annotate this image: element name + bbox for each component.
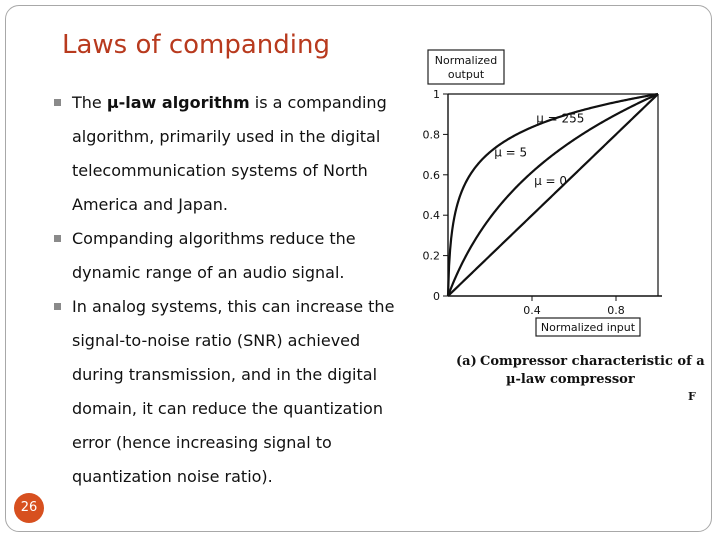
bullet-list [52,86,402,494]
y-tick-label: 1 [433,88,440,101]
caption-line-2: µ-law compressor [506,372,635,387]
curve-label: µ = 5 [494,145,528,160]
bullet-text-post: is a companding algorithm, primarily used in the digital telecommunication systems of North America and Japan. [72,93,387,214]
bullet-item [52,222,402,290]
bullet-text: Companding algorithms reduce the dynamic range of an audio signal. [72,229,356,282]
mu-law-figure [412,44,712,414]
bullet-item [52,86,402,222]
bullet-text-bold: µ-law algorithm [106,93,250,112]
curve-label: µ = 0 [534,173,568,188]
corner-letter: F [688,390,696,403]
y-tick-label: 0.4 [422,209,440,223]
y-tick-label: 0.2 [422,249,440,263]
y-tick-label: 0 [433,290,440,303]
bullet-text: In analog systems, this can increase the signal-to-noise ratio (SNR) achieved during transmission, and in the digital domain, it can reduce the quantization error (hence increasing signal to quantization noise ratio). [72,297,395,486]
page-number-badge: 26 [14,493,44,523]
caption-line-1: Compressor characteristic of a [480,354,705,369]
bullet-marker [54,235,61,242]
bullet-item [52,290,402,494]
curve-label: µ = 255 [536,111,585,126]
ylabel-line-2: output [447,68,485,81]
y-tick-label: 0.6 [422,168,440,182]
xlabel-text: Normalized input [540,321,636,334]
x-tick-label: 0.4 [523,304,541,317]
slide-title: Laws of companding [62,30,330,60]
ylabel-line-1: Normalized [434,54,498,67]
bullet-marker [54,303,61,310]
y-tick-label: 0.8 [422,128,440,142]
caption-prefix: (a) [456,354,477,369]
bullet-marker [54,99,61,106]
x-tick-label: 0.8 [607,304,625,317]
bullet-text-pre: The [72,93,107,112]
